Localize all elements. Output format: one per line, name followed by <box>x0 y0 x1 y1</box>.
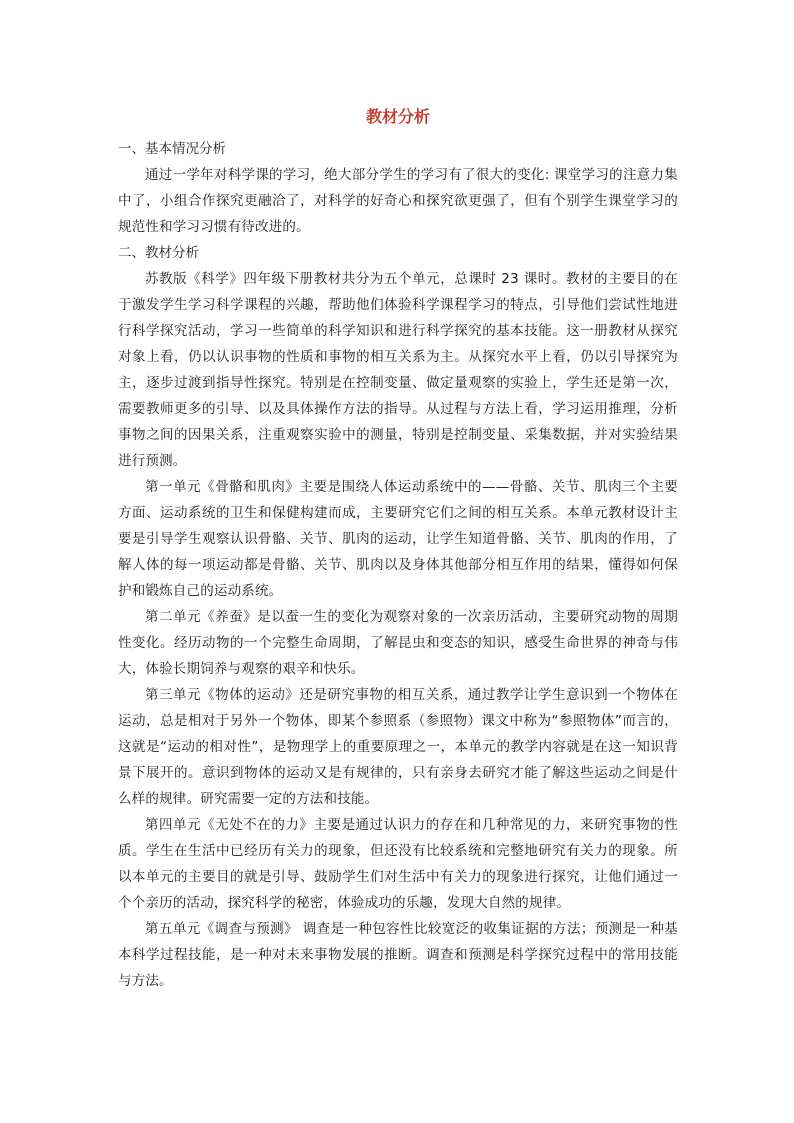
page-title: 教材分析 <box>365 107 430 126</box>
paragraph-unit-4: 第四单元《无处不在的力》主要是通过认识力的存在和几种常见的力，来研究事物的性质。学生在生活中已经历有关力的现象，但还没有比较系统和完整地研究有关力的现象。所以本单元的主要目的就是引导、鼓励学生们对生活中有关力的现象进行探究，让他们通过一个个亲历的活动，探究科学的秘密，体验成功的乐趣，发现大自然的规律。 <box>118 817 678 911</box>
section-heading-textbook: 二、教材分析 <box>118 245 199 261</box>
document-page <box>118 104 678 994</box>
paragraph-unit-3: 第三单元《物体的运动》还是研究事物的相互关系，通过教学让学生意识到一个物体在运动，总是相对于另外一个物体，即某个参照系（参照物）课文中称为“参照物体”而言的，这就是“运动的相对性”，是物理学上的重要原理之一，本单元的教学内容就是在这一知识背景下展开的。意识到物体的运动又是有规律的，只有亲身去研究才能了解这些运动之间是什么样的规律。研究需要一定的方法和技能。 <box>118 687 678 807</box>
paragraph-overview: 苏教版《科学》四年级下册教材共分为五个单元，总课时 23 课时。教材的主要目的在于激发学生学习科学课程的兴趣，帮助他们体验科学课程学习的特点，引导他们尝试性地进行科学探究活动，学习一些简单的科学知识和进行科学探究的基本技能。这一册教材从探究对象上看，仍以认识事物的性质和事物的相互关系为主。从探究水平上看，仍以引导探究为主，逐步过渡到指导性探究。特别是在控制变量、做定量观察的实验上，学生还是第一次，需要教师更多的引导、以及具体操作方法的指导。从过程与方法上看，学习运用推理，分析事物之间的因果关系，注重观察实验中的测量，特别是控制变量、采集数据，并对实验结果进行预测。 <box>118 271 678 469</box>
paragraph-unit-5: 第五单元《调查与预测》 调查是一种包容性比较宽泛的收集证据的方法；预测是一种基本科学过程技能，是一种对未来事物发展的推断。调查和预测是科学探究过程中的常用技能与方法。 <box>118 921 678 989</box>
section-heading-basic: 一、基本情况分析 <box>118 141 226 157</box>
paragraph-unit-2: 第二单元《养蚕》是以蚕一生的变化为观察对象的一次亲历活动，主要研究动物的周期性变化。经历动物的一个完整生命周期，了解昆虫和变态的知识，感受生命世界的神奇与伟大，体验长期饲养与观察的艰辛和快乐。 <box>118 609 678 677</box>
paragraph-basic-situation: 通过一学年对科学课的学习，绝大部分学生的学习有了很大的变化: 课堂学习的注意力集中了，小组合作探究更融洽了，对科学的好奇心和探究欲更强了，但有个别学生课堂学习的规范性和学习习惯有待改进的。 <box>118 167 678 235</box>
paragraph-unit-1: 第一单元《骨骼和肌肉》主要是围绕人体运动系统中的——骨骼、关节、肌肉三个主要方面、运动系统的卫生和保健构建而成，主要研究它们之间的相互关系。本单元教材设计主要是引导学生观察认识骨骼、关节、肌肉的运动，让学生知道骨骼、关节、肌肉的作用，了解人体的每一项运动都是骨骼、关节、肌肉以及身体其他部分相互作用的结果，懂得如何保护和锻炼自己的运动系统。 <box>118 479 678 599</box>
